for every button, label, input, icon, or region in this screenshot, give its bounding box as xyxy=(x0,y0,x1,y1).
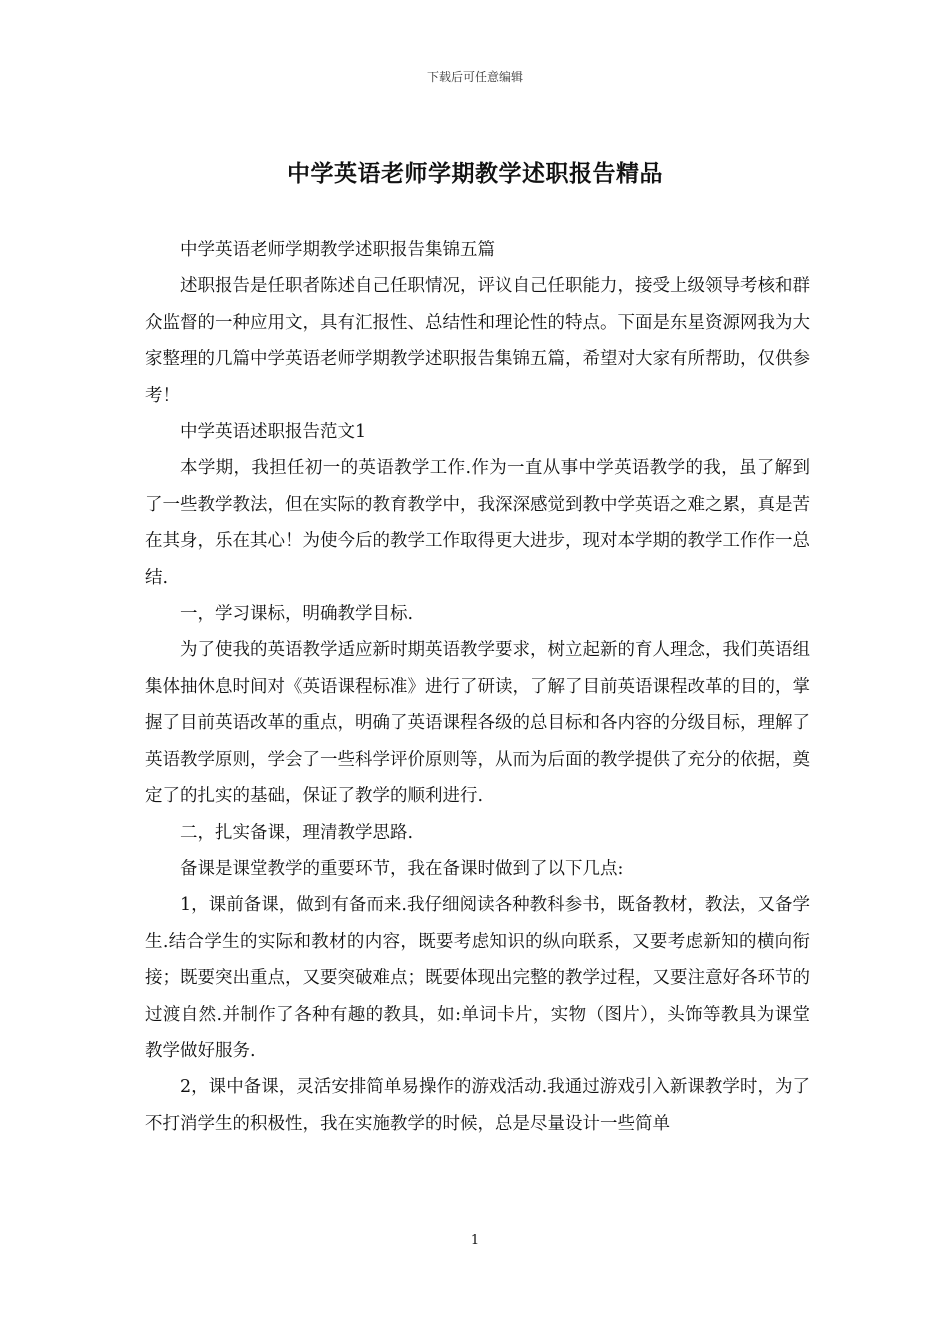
document-body xyxy=(145,232,810,1142)
paragraph: 2，课中备课，灵活安排简单易操作的游戏活动.我通过游戏引入新课教学时，为了不打消学生的积极性，我在实施教学的时候，总是尽量设计一些简单 xyxy=(145,1077,810,1134)
paragraph: 为了使我的英语教学适应新时期英语教学要求，树立起新的育人理念，我们英语组集体抽休息时间对《英语课程标准》进行了研读，了解了目前英语课程改革的目的，掌握了目前英语改革的重点，明确了英语课程各级的总目标和各内容的分级目标，理解了英语教学原则，学会了一些科学评价原则等，从而为后面的教学提供了充分的依据，奠定了的扎实的基础，保证了教学的顺利进行. xyxy=(145,640,810,807)
paragraph-subtitle: 中学英语老师学期教学述职报告集锦五篇 xyxy=(180,240,495,260)
document-title: 中学英语老师学期教学述职报告精品 xyxy=(287,160,663,187)
paragraph-sample-heading: 中学英语述职报告范文1 xyxy=(180,422,367,443)
paragraph: 备课是课堂教学的重要环节，我在备课时做到了以下几点: xyxy=(180,858,624,879)
section-heading: 一，学习课标，明确教学目标. xyxy=(180,604,414,625)
paragraph: 1，课前备课，做到有备而来.我仔细阅读各种教科参书，既备教材，教法，又备学生.结合学生的实际和教材的内容，既要考虑知识的纵向联系，又要考虑新知的横向衔接；既要突出重点，又要突破难点；既要体现出完整的教学过程，又要注意好各环节的过渡自然.并制作了各种有趣的教具，如:单词卡片，实物（图片），头饰等教具为课堂教学做好服务. xyxy=(145,895,810,1061)
page-number: 1 xyxy=(470,1233,480,1248)
section-heading: 二，扎实备课，理清教学思路. xyxy=(180,822,414,843)
paragraph-intro: 述职报告是任职者陈述自己任职情况，评议自己任职能力，接受上级领导考核和群众监督的一种应用文，具有汇报性、总结性和理论性的特点。下面是东星资源网我为大家整理的几篇中学英语老师学期教学述职报告集锦五篇，希望对大家有所帮助，仅供参考！ xyxy=(145,276,810,406)
paragraph: 本学期，我担任初一的英语教学工作.作为一直从事中学英语教学的我，虽了解到了一些教学教法，但在实际的教育教学中，我深深感觉到教中学英语之难之累，真是苦在其身，乐在其心！为使今后的教学工作取得更大进步，现对本学期的教学工作作一总结. xyxy=(145,458,810,588)
page-header: 下载后可任意编辑 xyxy=(426,70,523,84)
